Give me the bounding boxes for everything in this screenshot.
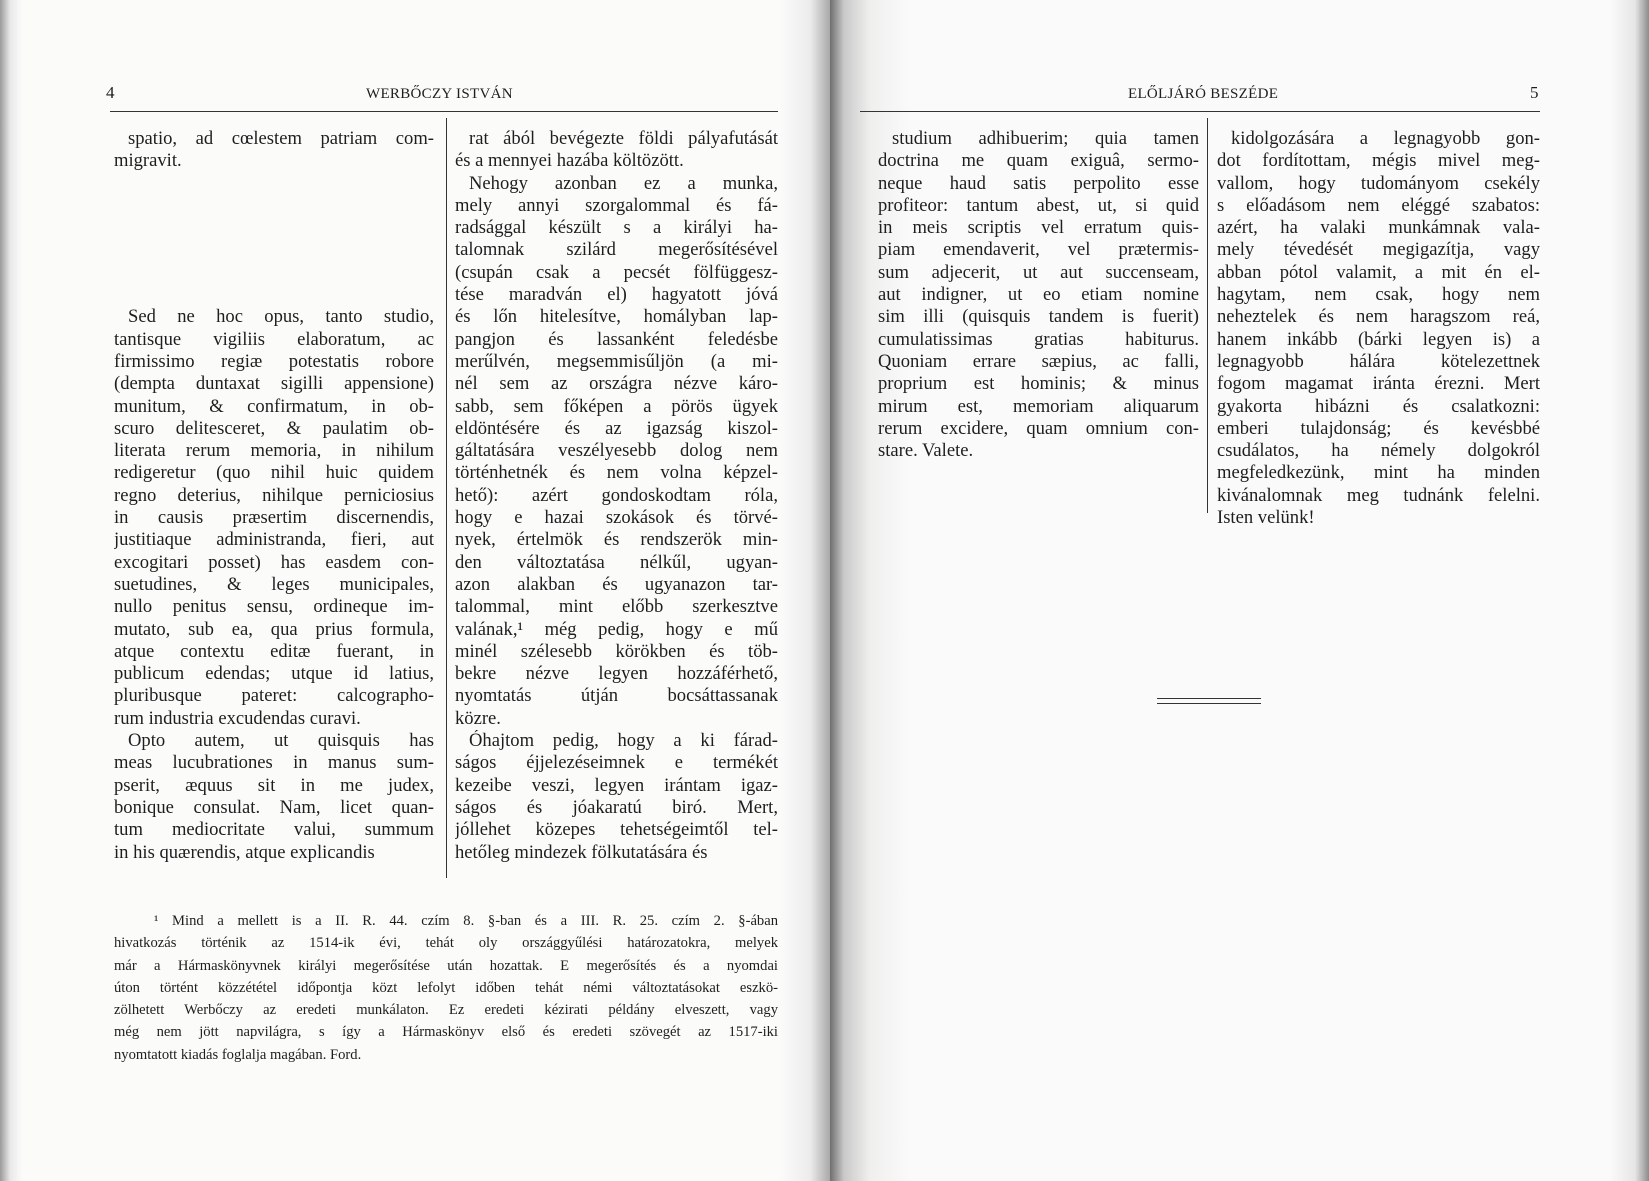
running-head: WERBŐCZY ISTVÁN <box>366 86 513 102</box>
text-line: neque haud satis perpolito esse <box>878 172 1199 194</box>
text-line: Sed ne hoc opus, tanto studio, <box>128 306 434 328</box>
text-line: munitum, & confirmatum, in ob- <box>114 395 434 417</box>
text-line: pluribusque pateret: calcographo- <box>114 685 434 707</box>
text-line: emberi tulajdonság; és kevésbbé <box>1217 417 1540 439</box>
text-line: piam emendaverit, vel prætermis- <box>878 239 1199 261</box>
text-line: literata rerum memoria, in nihilum <box>114 440 434 462</box>
text-line: pserit, æquus sit in me judex, <box>114 774 434 796</box>
text-line: és a mennyei hazába költözött. <box>455 150 684 172</box>
text-line: talommal, mint előbb szerkesztve <box>455 596 778 618</box>
text-line: gáltatására veszélyesebb dolog nem <box>455 440 778 462</box>
text-line: studium adhibuerim; quia tamen <box>892 128 1199 149</box>
text-line: suetudines, & leges municipales, <box>114 573 434 595</box>
text-line: firmissimo regiæ potestatis robore <box>114 350 434 372</box>
text-column <box>114 128 434 864</box>
footnote-line: ¹ Mind a mellett is a II. R. 44. czím 8. §-ban és a III. R. 25. czím 2. §-ában <box>154 913 778 929</box>
text-line: hetőleg mindezek fölkutatására és <box>455 841 708 863</box>
paragraph <box>114 306 434 730</box>
text-line: cumulatissimas gratias habiturus. <box>878 328 1199 350</box>
text-line: publicum edendas; utque id latius, <box>114 663 434 685</box>
text-line: spatio, ad cœlestem patriam com- <box>128 128 434 149</box>
text-line: profiteor: tantum abest, ut, si quid <box>878 194 1199 216</box>
footnote <box>114 910 778 1066</box>
text-line: kivánalomnak meg tudnánk felelni. <box>1217 484 1540 506</box>
footnote-line: még nem jött napvilágra, s így a Hármaskönyv első és eredeti szövegét az 1517-iki <box>114 1024 778 1041</box>
header-rule <box>110 111 778 112</box>
text-column <box>878 128 1199 462</box>
running-head: ELŐLJÁRÓ BESZÉDE <box>1128 86 1279 102</box>
paragraph <box>455 128 778 173</box>
text-line: tum mediocritate valui, summum <box>114 819 434 841</box>
text-line: közre. <box>455 707 501 729</box>
text-line: fogom magamat iránta érezni. Mert <box>1217 373 1540 395</box>
footnote-line: már a Hármaskönyvnek királyi megerősítése után hozattak. E megerősítés és a nyomdai <box>114 957 778 974</box>
paragraph <box>455 173 778 730</box>
page-number: 5 <box>1530 83 1539 102</box>
footnote-line: hivatkozás történik az 1514-ik évi, tehát oly országgyűlési határozatokra, melyek <box>114 935 778 952</box>
text-line: proprium est hominis; & minus <box>878 373 1199 395</box>
text-line: hanem inkább (bárki legyen is) a <box>1217 328 1540 350</box>
text-line: atque contextu editæ fuerant, in <box>114 640 434 662</box>
paragraph <box>114 730 434 864</box>
text-line: scuro delitesceret, & paulatim ob- <box>114 417 434 439</box>
text-line: mely tévedését megigazítja, vagy <box>1217 239 1540 261</box>
footnote-line: úton történt közzététel időpontja közt lefolyt időben tehát némi változtatásokat eszkö- <box>114 979 778 996</box>
text-line: Óhajtom pedig, hogy a ki fárad- <box>469 730 778 752</box>
text-line: jóllehet közepes tehetségeimtől tel- <box>455 819 778 841</box>
text-line: mirum est, memoriam aliquarum <box>878 395 1199 417</box>
text-line: Isten velünk! <box>1217 507 1315 529</box>
paragraph <box>878 128 1199 462</box>
text-line: hető): azért gondoskodtam róla, <box>455 484 778 506</box>
text-line: justitiaque administranda, fieri, aut <box>114 529 434 551</box>
text-line: rerum excidere, quam omnium con- <box>878 417 1199 439</box>
text-line: redigeretur (quo nihil huic quidem <box>114 462 434 484</box>
column-rule <box>446 118 447 878</box>
text-line: ságos és jóakaratú biró. Mert, <box>455 796 778 818</box>
text-line: den változtatása nélkűl, ugyan- <box>455 551 778 573</box>
text-line: Quoniam errare sæpius, ac falli, <box>878 350 1199 372</box>
text-line: regno deterius, nihilque perniciosius <box>114 484 434 506</box>
text-line: talomnak szilárd megerősítésével <box>455 239 778 261</box>
text-line: meas lucubrationes in manus sum- <box>114 752 434 774</box>
text-line: in meis scriptis vel erratum quis- <box>878 217 1199 239</box>
text-line: rat ából bevégezte földi pályafutását <box>469 128 778 149</box>
text-line: azért, ha valaki munkámnak vala- <box>1217 217 1540 239</box>
text-line: nél sem az országra nézve káro- <box>455 373 778 395</box>
text-line: legnagyobb hálára kötelezettnek <box>1217 350 1540 372</box>
text-line: eldöntésére és az igazság kiszol- <box>455 417 778 439</box>
text-line: abban pótol valamit, a mit én el- <box>1217 261 1540 283</box>
right-page <box>830 0 1649 1181</box>
text-line: azon alakban és ugyanazon tar- <box>455 573 778 595</box>
text-line: stare. Valete. <box>878 440 974 462</box>
text-line: merűlvén, megsemmisűljön (a mi- <box>455 350 778 372</box>
text-line: minél szélesebb körökben és töb- <box>455 640 778 662</box>
text-line: (dempta duntaxat sigilli appensione) <box>114 373 434 395</box>
text-line: valának,¹ még pedig, hogy e mű <box>455 618 778 640</box>
text-line: nyomtatás útján bocsáttassanak <box>455 685 778 707</box>
text-line: aut indigner, ut eo etiam nomine <box>878 284 1199 306</box>
text-line: sabb, sem főképen a pörös ügyek <box>455 395 778 417</box>
text-line: s előadásom nem eléggé szabatos: <box>1217 194 1540 216</box>
text-column <box>455 128 778 864</box>
text-line: ságos éjjelezéseimnek e termékét <box>455 752 778 774</box>
text-line: és lőn hitelesítve, homályban lap- <box>455 306 778 328</box>
text-line: megfeledkezünk, mint ha minden <box>1217 462 1540 484</box>
text-line: (csupán csak a pecsét fölfüggesz- <box>455 261 778 283</box>
text-line: Opto autem, ut quisquis has <box>128 730 434 752</box>
text-line: rum industria excudendas curavi. <box>114 707 361 729</box>
section-end-double-rule <box>1157 698 1261 704</box>
text-line: mely annyi szorgalommal és fá- <box>455 194 778 216</box>
text-line: excogitari posset) has easdem con- <box>114 551 434 573</box>
text-line: doctrina me quam exiguâ, sermo- <box>878 150 1199 172</box>
text-line: nyek, értelmök és rendszerök min- <box>455 529 778 551</box>
text-line: bekre nézve legyen hozzáférhető, <box>455 663 778 685</box>
text-line: dot fordítottam, mégis mivel meg- <box>1217 150 1540 172</box>
text-line: nullo penitus sensu, ordineque im- <box>114 596 434 618</box>
paragraph <box>114 128 434 173</box>
text-line: in causis præsertim discernendis, <box>114 507 434 529</box>
column-rule <box>1207 118 1208 513</box>
text-line: csudálatos, ha némely dolgokról <box>1217 440 1540 462</box>
text-line: sum adjecerit, ut aut succenseam, <box>878 261 1199 283</box>
text-line: történhetnék és nem volna képzel- <box>455 462 778 484</box>
text-line: migravit. <box>114 150 182 172</box>
header-rule <box>860 111 1540 112</box>
text-line: hogy e hazai szokások és törvé- <box>455 507 778 529</box>
text-line: neheztelek és nem haragszom reá, <box>1217 306 1540 328</box>
text-line: sim illi (quisquis tandem is fuerit) <box>878 306 1199 328</box>
footnote-line: nyomtatott kiadás foglalja magában. Ford. <box>114 1046 362 1063</box>
text-column <box>1217 128 1540 529</box>
text-line: kezeibe veszi, legyen irántam igaz- <box>455 774 778 796</box>
text-line: vallom, hogy tudományom csekély <box>1217 172 1540 194</box>
text-line: kidolgozására a legnagyobb gon- <box>1231 128 1540 149</box>
footnote-line: zölhetett Werbőczy az eredeti munkálaton. Ez eredeti kézirati példány elveszett, vagy <box>114 1002 778 1019</box>
text-line: pangjon és lassanként feledésbe <box>455 328 778 350</box>
paragraph <box>1217 128 1540 529</box>
text-line: tése maradván el) hagyatott jóvá <box>455 284 778 306</box>
text-line: Nehogy azonban ez a munka, <box>469 172 778 194</box>
paragraph <box>455 730 778 864</box>
text-line: mutato, sub ea, qua prius formula, <box>114 618 434 640</box>
text-line: tantisque vigiliis elaboratum, ac <box>114 328 434 350</box>
text-line: bonique consulat. Nam, licet quan- <box>114 796 434 818</box>
text-line: gyakorta hibázni és csalatkozni: <box>1217 395 1540 417</box>
text-line: in his quærendis, atque explicandis <box>114 841 375 863</box>
text-line: radsággal készült s a királyi ha- <box>455 217 778 239</box>
text-line: hagytam, nem csak, hogy nem <box>1217 284 1540 306</box>
page-number: 4 <box>106 83 115 102</box>
